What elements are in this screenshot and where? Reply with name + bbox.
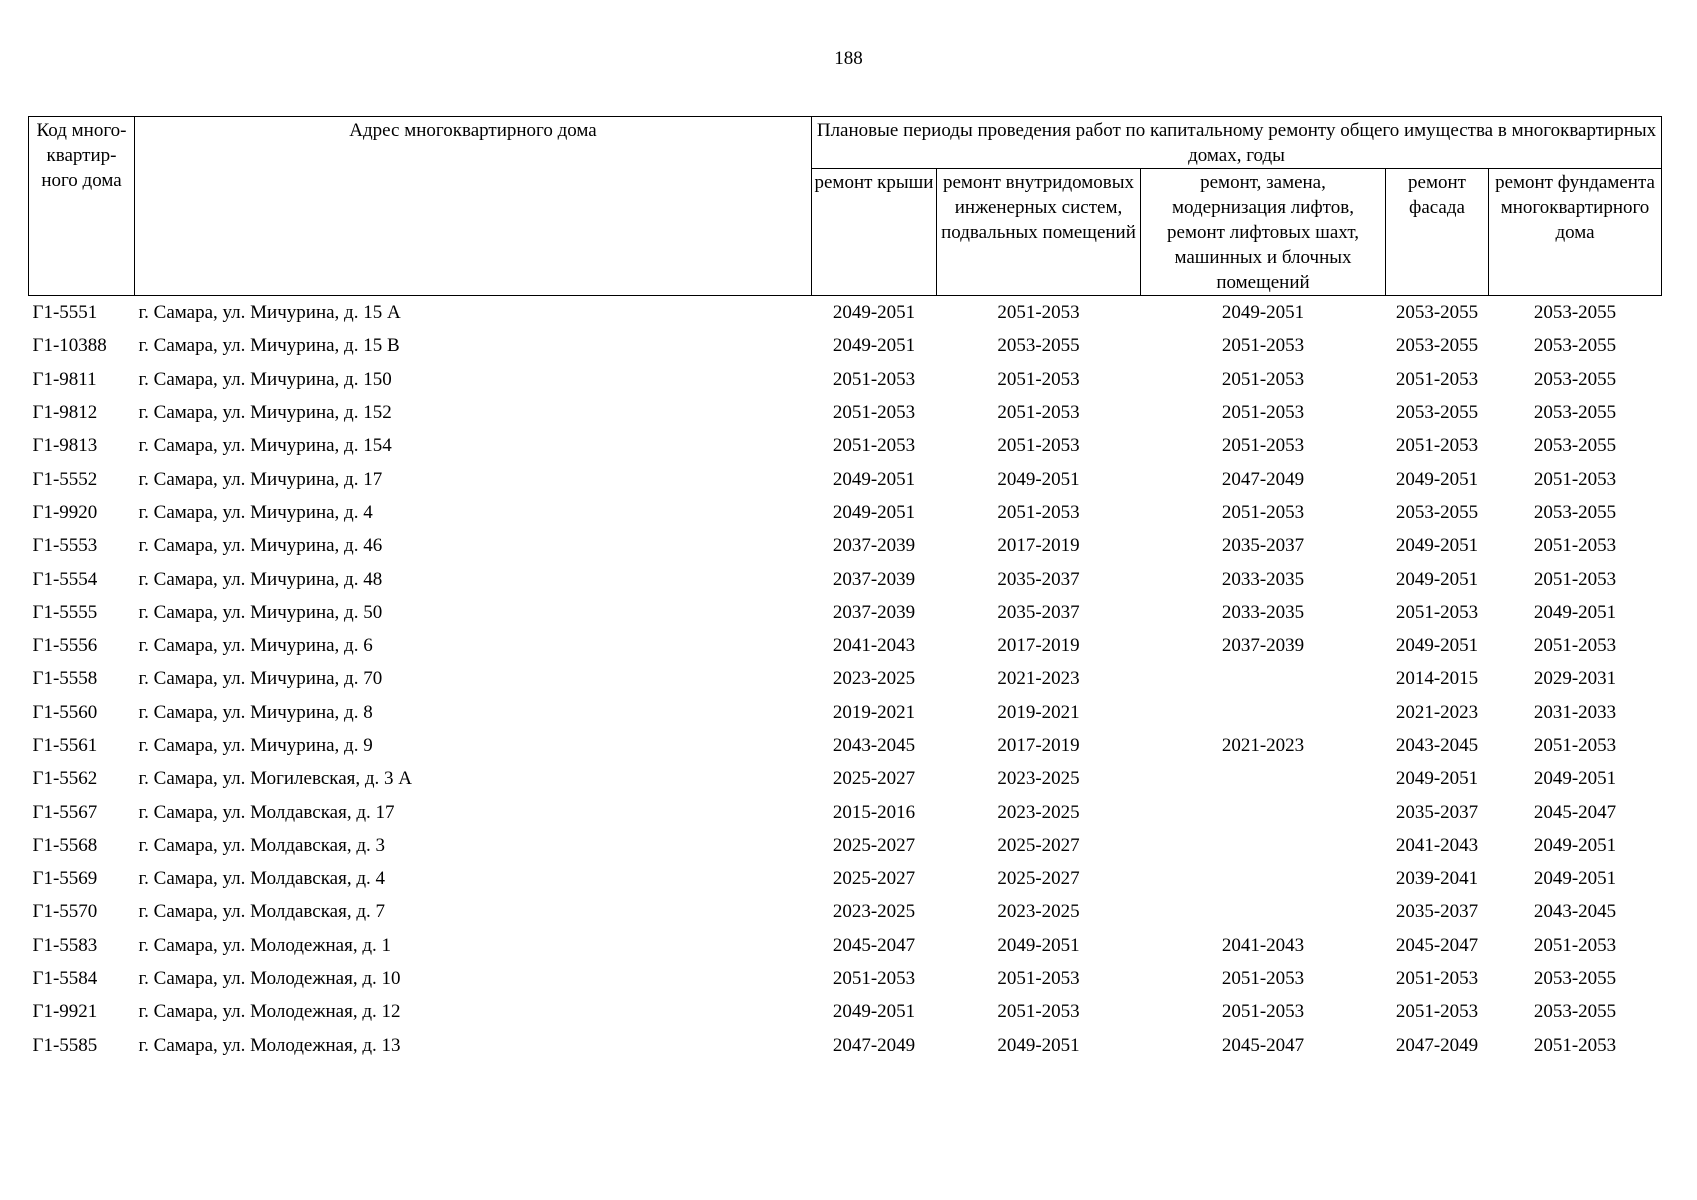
cell-address: г. Самара, ул. Мичурина, д. 6 <box>138 635 373 657</box>
cell-code: Г1-5561 <box>32 735 98 756</box>
cell-roof: 2037-2039 <box>832 535 916 557</box>
cell-facade: 2049-2051 <box>1395 535 1479 557</box>
table-row <box>29 396 1662 429</box>
cell-code: Г1-5570 <box>32 901 98 923</box>
cell-engineering: 2023-2025 <box>997 801 1080 823</box>
cell-code: Г1-5583 <box>32 934 98 956</box>
page-number: 188 <box>834 48 863 69</box>
cell-foundation: 2053-2055 <box>1533 501 1617 523</box>
cell-foundation: 2053-2055 <box>1533 968 1617 990</box>
cell-address: г. Самара, ул. Молдавская, д. 7 <box>138 901 385 923</box>
cell-address: г. Самара, ул. Молдавская, д. 4 <box>138 868 385 890</box>
cell-engineering: 2051-2053 <box>997 1001 1080 1023</box>
cell-roof: 2043-2045 <box>832 735 916 756</box>
cell-foundation: 2049-2051 <box>1533 601 1617 623</box>
cell-engineering: 2049-2051 <box>997 934 1080 956</box>
cell-facade: 2049-2051 <box>1395 568 1479 590</box>
cell-engineering: 2049-2051 <box>997 1034 1080 1056</box>
cell-facade: 2051-2053 <box>1395 1001 1479 1023</box>
cell-roof: 2051-2053 <box>832 402 916 424</box>
cell-roof: 2051-2053 <box>832 968 916 990</box>
cell-engineering: 2025-2027 <box>997 834 1080 856</box>
cell-elevators <box>1141 662 1386 695</box>
cell-facade: 2053-2055 <box>1395 402 1479 424</box>
cell-address: г. Самара, ул. Молдавская, д. 3 <box>138 834 385 856</box>
cell-roof: 2025-2027 <box>832 768 916 790</box>
table-row <box>29 729 1662 762</box>
table-row <box>29 795 1662 828</box>
cell-address: г. Самара, ул. Могилевская, д. 3 А <box>138 768 413 790</box>
cell-elevators: 2035-2037 <box>1221 535 1305 557</box>
cell-facade: 2021-2023 <box>1395 701 1479 723</box>
table-row <box>29 1029 1662 1062</box>
cell-elevators: 2051-2053 <box>1221 1001 1305 1023</box>
cell-address: г. Самара, ул. Молодежная, д. 12 <box>138 1001 401 1023</box>
cell-facade: 2051-2053 <box>1395 368 1479 390</box>
cell-address: г. Самара, ул. Мичурина, д. 152 <box>138 402 392 424</box>
cell-elevators <box>1141 862 1386 895</box>
cell-code: Г1-10388 <box>32 335 107 357</box>
cell-facade: 2049-2051 <box>1395 468 1479 490</box>
cell-facade: 2049-2051 <box>1395 768 1479 790</box>
cell-address: г. Самара, ул. Молдавская, д. 17 <box>138 801 395 823</box>
header-foundation: ремонт фундамента многоквартирного дома <box>1489 169 1662 296</box>
cell-foundation: 2051-2053 <box>1533 934 1617 956</box>
cell-foundation: 2051-2053 <box>1533 568 1617 590</box>
cell-engineering: 2049-2051 <box>997 468 1080 490</box>
cell-foundation: 2053-2055 <box>1533 368 1617 390</box>
cell-elevators: 2051-2053 <box>1221 402 1305 424</box>
header-engineering: ремонт внутридомовых инженерных систем, подвальных помещений <box>937 169 1141 296</box>
cell-elevators: 2045-2047 <box>1221 1034 1305 1056</box>
cell-foundation: 2049-2051 <box>1533 834 1617 856</box>
table-row <box>29 629 1662 662</box>
cell-roof: 2045-2047 <box>832 934 916 956</box>
cell-facade: 2043-2045 <box>1395 735 1479 756</box>
table-row <box>29 329 1662 362</box>
cell-code: Г1-5567 <box>32 801 98 823</box>
cell-code: Г1-5554 <box>32 568 98 590</box>
cell-engineering: 2021-2023 <box>997 668 1080 690</box>
cell-elevators: 2051-2053 <box>1221 968 1305 990</box>
table-row <box>29 962 1662 995</box>
cell-foundation: 2049-2051 <box>1533 768 1617 790</box>
cell-facade: 2039-2041 <box>1395 868 1479 890</box>
header-elevators: ремонт, замена, модернизация лифтов, ремонт лифтовых шахт, машинных и блочных помещений <box>1141 169 1386 296</box>
cell-code: Г1-5560 <box>32 701 98 723</box>
cell-code: Г1-5558 <box>32 668 98 690</box>
cell-facade: 2047-2049 <box>1395 1034 1479 1056</box>
cell-facade: 2035-2037 <box>1395 801 1479 823</box>
cell-roof: 2041-2043 <box>832 635 916 657</box>
header-address: Адрес многоквартирного дома <box>135 117 812 296</box>
cell-engineering: 2025-2027 <box>997 868 1080 890</box>
cell-engineering: 2035-2037 <box>997 601 1080 623</box>
cell-address: г. Самара, ул. Мичурина, д. 46 <box>138 535 383 557</box>
cell-roof: 2037-2039 <box>832 568 916 590</box>
cell-code: Г1-5569 <box>32 868 98 890</box>
cell-elevators: 2033-2035 <box>1221 601 1305 623</box>
cell-foundation: 2051-2053 <box>1533 468 1617 490</box>
cell-code: Г1-5555 <box>32 601 98 623</box>
cell-foundation: 2053-2055 <box>1533 335 1617 357</box>
cell-code: Г1-5585 <box>32 1034 98 1056</box>
cell-foundation: 2053-2055 <box>1533 1001 1617 1023</box>
cell-code: Г1-9920 <box>32 501 98 523</box>
cell-roof: 2037-2039 <box>832 601 916 623</box>
cell-address: г. Самара, ул. Мичурина, д. 4 <box>138 501 373 523</box>
cell-foundation: 2053-2055 <box>1533 435 1617 457</box>
cell-elevators: 2051-2053 <box>1221 335 1305 357</box>
header-facade: ремонт фасада <box>1386 169 1489 296</box>
cell-code: Г1-5553 <box>32 535 98 557</box>
cell-engineering: 2017-2019 <box>997 535 1080 557</box>
cell-code: Г1-5568 <box>32 834 98 856</box>
cell-address: г. Самара, ул. Молодежная, д. 13 <box>138 1034 401 1056</box>
cell-foundation: 2049-2051 <box>1533 868 1617 890</box>
cell-elevators <box>1141 895 1386 928</box>
table-row <box>29 496 1662 529</box>
table-row <box>29 696 1662 729</box>
cell-facade: 2035-2037 <box>1395 901 1479 923</box>
table-row <box>29 429 1662 462</box>
cell-engineering: 2051-2053 <box>997 302 1080 324</box>
cell-elevators <box>1141 696 1386 729</box>
cell-roof: 2049-2051 <box>832 468 916 490</box>
cell-facade: 2014-2015 <box>1395 668 1479 690</box>
cell-roof: 2025-2027 <box>832 834 916 856</box>
cell-foundation: 2051-2053 <box>1533 535 1617 557</box>
cell-elevators: 2049-2051 <box>1221 302 1305 324</box>
cell-address: г. Самара, ул. Мичурина, д. 17 <box>138 468 383 490</box>
cell-roof: 2025-2027 <box>832 868 916 890</box>
cell-address: г. Самара, ул. Мичурина, д. 15 В <box>138 335 400 357</box>
cell-foundation: 2053-2055 <box>1533 402 1617 424</box>
table-row <box>29 929 1662 962</box>
cell-code: Г1-9921 <box>32 1001 98 1023</box>
cell-elevators: 2021-2023 <box>1221 735 1305 756</box>
cell-code: Г1-5556 <box>32 635 98 657</box>
table-row <box>29 462 1662 495</box>
cell-elevators: 2051-2053 <box>1221 435 1305 457</box>
cell-facade: 2051-2053 <box>1395 601 1479 623</box>
cell-address: г. Самара, ул. Мичурина, д. 50 <box>138 601 383 623</box>
cell-code: Г1-9811 <box>32 368 97 390</box>
cell-engineering: 2051-2053 <box>997 368 1080 390</box>
cell-foundation: 2051-2053 <box>1533 635 1617 657</box>
table-row <box>29 762 1662 795</box>
cell-address: г. Самара, ул. Мичурина, д. 15 А <box>138 302 401 324</box>
table-row <box>29 529 1662 562</box>
cell-engineering: 2053-2055 <box>997 335 1080 357</box>
cell-facade: 2051-2053 <box>1395 435 1479 457</box>
cell-foundation: 2053-2055 <box>1533 302 1617 324</box>
cell-engineering: 2017-2019 <box>997 735 1080 756</box>
cell-address: г. Самара, ул. Мичурина, д. 70 <box>138 668 383 690</box>
cell-facade: 2041-2043 <box>1395 834 1479 856</box>
cell-address: г. Самара, ул. Мичурина, д. 154 <box>138 435 392 457</box>
cell-foundation: 2051-2053 <box>1533 735 1617 756</box>
cell-code: Г1-5584 <box>32 968 98 990</box>
table-row <box>29 862 1662 895</box>
cell-address: г. Самара, ул. Молодежная, д. 10 <box>138 968 401 990</box>
cell-engineering: 2023-2025 <box>997 901 1080 923</box>
table-row <box>29 363 1662 396</box>
cell-engineering: 2051-2053 <box>997 402 1080 424</box>
table-row <box>29 296 1662 330</box>
cell-facade: 2053-2055 <box>1395 302 1479 324</box>
cell-foundation: 2031-2033 <box>1533 701 1617 723</box>
cell-engineering: 2019-2021 <box>997 701 1080 723</box>
table-body <box>29 296 1662 1062</box>
cell-roof: 2023-2025 <box>832 901 916 923</box>
cell-foundation: 2029-2031 <box>1533 668 1617 690</box>
cell-elevators: 2051-2053 <box>1221 368 1305 390</box>
cell-roof: 2015-2016 <box>832 801 916 823</box>
cell-elevators: 2041-2043 <box>1221 934 1305 956</box>
table-row <box>29 829 1662 862</box>
cell-elevators: 2037-2039 <box>1221 635 1305 657</box>
cell-elevators: 2033-2035 <box>1221 568 1305 590</box>
cell-foundation: 2051-2053 <box>1533 1034 1617 1056</box>
cell-engineering: 2051-2053 <box>997 968 1080 990</box>
table-row <box>29 995 1662 1028</box>
cell-facade: 2051-2053 <box>1395 968 1479 990</box>
cell-roof: 2051-2053 <box>832 435 916 457</box>
table-row <box>29 562 1662 595</box>
cell-roof: 2049-2051 <box>832 1001 916 1023</box>
cell-code: Г1-9812 <box>32 402 98 424</box>
cell-code: Г1-5551 <box>32 302 98 324</box>
cell-address: г. Самара, ул. Мичурина, д. 9 <box>138 735 373 756</box>
repair-schedule-table <box>28 116 1662 1062</box>
cell-engineering: 2017-2019 <box>997 635 1080 657</box>
cell-code: Г1-9813 <box>32 435 98 457</box>
header-roof: ремонт крыши <box>812 169 937 296</box>
cell-code: Г1-5562 <box>32 768 98 790</box>
table-row <box>29 895 1662 928</box>
cell-address: г. Самара, ул. Молодежная, д. 1 <box>138 934 392 956</box>
cell-elevators: 2047-2049 <box>1221 468 1305 490</box>
cell-roof: 2049-2051 <box>832 501 916 523</box>
cell-address: г. Самара, ул. Мичурина, д. 8 <box>138 701 373 723</box>
cell-roof: 2023-2025 <box>832 668 916 690</box>
cell-facade: 2053-2055 <box>1395 335 1479 357</box>
cell-code: Г1-5552 <box>32 468 98 490</box>
cell-roof: 2051-2053 <box>832 368 916 390</box>
cell-elevators <box>1141 795 1386 828</box>
header-periods-group: Плановые периоды проведения работ по капитальному ремонту общего имущества в многоквартирных домах, годы <box>812 117 1662 169</box>
cell-roof: 2019-2021 <box>832 701 916 723</box>
cell-roof: 2049-2051 <box>832 302 916 324</box>
cell-address: г. Самара, ул. Мичурина, д. 150 <box>138 368 392 390</box>
cell-elevators: 2051-2053 <box>1221 501 1305 523</box>
cell-roof: 2047-2049 <box>832 1034 916 1056</box>
cell-foundation: 2043-2045 <box>1533 901 1617 923</box>
cell-engineering: 2051-2053 <box>997 435 1080 457</box>
cell-engineering: 2023-2025 <box>997 768 1080 790</box>
cell-facade: 2053-2055 <box>1395 501 1479 523</box>
cell-engineering: 2035-2037 <box>997 568 1080 590</box>
cell-elevators <box>1141 829 1386 862</box>
header-code: Код много-квартир-ного дома <box>29 117 135 296</box>
table-header <box>29 117 1662 296</box>
cell-address: г. Самара, ул. Мичурина, д. 48 <box>138 568 383 590</box>
cell-roof: 2049-2051 <box>832 335 916 357</box>
table-row <box>29 662 1662 695</box>
cell-facade: 2049-2051 <box>1395 635 1479 657</box>
cell-elevators <box>1141 762 1386 795</box>
cell-facade: 2045-2047 <box>1395 934 1479 956</box>
cell-foundation: 2045-2047 <box>1533 801 1617 823</box>
table-row <box>29 596 1662 629</box>
cell-engineering: 2051-2053 <box>997 501 1080 523</box>
